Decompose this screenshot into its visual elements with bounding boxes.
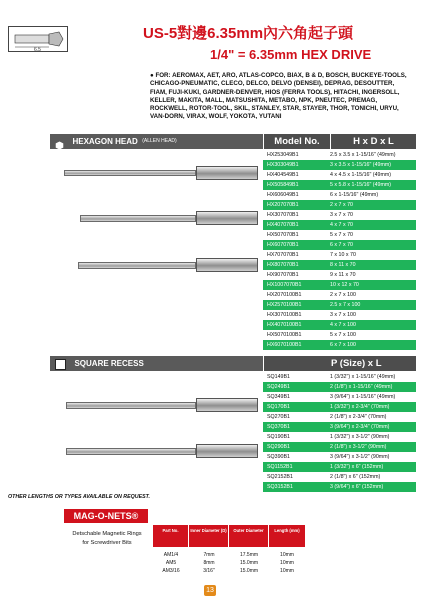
table-row [263, 412, 416, 422]
square-bit-image [66, 448, 196, 455]
mag-col-inner: Inner Diameter (D) [189, 525, 229, 547]
model-number: SQ190B1 [267, 434, 290, 440]
square-table [263, 372, 416, 492]
hex-bit-shank [196, 211, 258, 225]
col-header-hdl: H x D x L [330, 134, 416, 149]
model-number: HX404549B1 [267, 172, 299, 178]
hex-section-subtitle: (ALLEN HEAD) [142, 138, 177, 144]
mag-cell: 15.0mm [239, 568, 259, 574]
size-spec: 3 x 7 x 100 [330, 312, 356, 318]
size-spec: 2 (1/8") x 2-3/4" (70mm) [330, 414, 387, 420]
hex-section-title: HEXAGON HEAD [72, 137, 138, 146]
square-bit-shank [196, 398, 258, 412]
square-section-title: SQUARE RECESS [74, 359, 144, 368]
mag-col-outer: Outer Diameter [229, 525, 269, 547]
compatible-brands: ● FOR: AEROMAX, AET, ARO, ATLAS-COPCO, BIAX, B & D, BOSCH, BUCKEYE-TOOLS, CHICAGO-PNEUMATIC, CLECO, DELCO, DELVO (DENSEI), DEPRAG, DESOUTTER, FIAM, FUJI-KUKI, GARDNER-DENVER, HIOS (FERRA TOOLS), HITACHI, INGERSOLL, KELLER, MAKITA, MALL, MATSUSHITA, METABO, NPK, PNEUTEC, PREMAG, ROCKWELL, ROTOR-TOOL, SKIL, STANLEY, STAR, STAYER, THOR, TONICHI, URYU, VAN-DORN, VIRAX, WOLF, YOKOTA, YUTANI [150, 72, 407, 121]
size-spec: 7 x 10 x 70 [330, 252, 356, 258]
col-header-model: Model No. [263, 134, 330, 149]
model-number: HX253049B1 [267, 152, 299, 158]
table-row [263, 220, 416, 230]
dimension-label: 6.5 [34, 47, 41, 53]
table-row [263, 300, 416, 310]
model-number: SQ149B1 [267, 374, 290, 380]
model-number: SQ370B1 [267, 424, 290, 430]
size-spec: 9 x 11 x 70 [330, 272, 356, 278]
table-row [263, 190, 416, 200]
table-row [263, 392, 416, 402]
model-number: HX5070100B1 [267, 332, 302, 338]
magonets-subtitle [59, 530, 155, 548]
model-number: HX3070100B1 [267, 312, 302, 318]
model-number: HX307070B1 [267, 212, 299, 218]
table-row [263, 482, 416, 492]
table-row [263, 442, 416, 452]
table-row [263, 452, 416, 462]
model-number: HX1007070B1 [267, 282, 302, 288]
mag-cell: 3/16" [203, 568, 215, 574]
size-spec: 10 x 12 x 70 [330, 282, 359, 288]
table-row [263, 280, 416, 290]
table-row [263, 200, 416, 210]
size-spec: 1 (3/32") x 3-1/2" (90mm) [330, 434, 390, 440]
size-spec: 4 x 7 x 100 [330, 322, 356, 328]
square-bit-image [66, 402, 196, 409]
model-number: SQ2152B1 [267, 474, 293, 480]
model-number: HX607070B1 [267, 242, 299, 248]
model-number: HX6070100B1 [267, 342, 302, 348]
magonets-title: MAG-O-NETS® [64, 509, 148, 523]
table-row [263, 382, 416, 392]
size-spec: 2 (1/8") x 6" (152mm) [330, 474, 381, 480]
size-spec: 1 (3/32") x 2-3/4" (70mm) [330, 404, 390, 410]
model-number: HX907070B1 [267, 272, 299, 278]
table-row [263, 160, 416, 170]
size-spec: 3 (9/64") x 3-1/2" (90mm) [330, 454, 390, 460]
mag-cell: 7mm [203, 552, 215, 558]
size-spec: 2 x 7 x 100 [330, 292, 356, 298]
hex-bit-shank [196, 258, 258, 272]
size-spec: 4 x 4.5 x 1-15/16" (49mm) [330, 172, 392, 178]
model-number: HX606049B1 [267, 192, 299, 198]
model-number: HX4070100B1 [267, 322, 302, 328]
model-number: HX2570100B1 [267, 302, 302, 308]
model-number: HX707070B1 [267, 252, 299, 258]
model-number: HX2070100B1 [267, 292, 302, 298]
size-spec: 2 (1/8") x 1-15/16" (49mm) [330, 384, 393, 390]
mag-col-part: Part No. [153, 525, 189, 547]
hex-section-bar [50, 134, 263, 149]
size-spec: 3 (9/64") x 6" (152mm) [330, 484, 384, 490]
size-spec: 5 x 5.8 x 1-15/16" (49mm) [330, 182, 392, 188]
table-row [263, 250, 416, 260]
col-header-psize-label: P (Size) x L [331, 358, 382, 369]
table-row [263, 170, 416, 180]
mag-cell: AM3/16 [162, 568, 180, 574]
size-spec: 1 (3/32") x 1-15/16" (49mm) [330, 374, 396, 380]
hexagon-icon [55, 137, 64, 146]
size-spec: 3 x 7 x 70 [330, 212, 353, 218]
table-row [263, 310, 416, 320]
magonets-subtitle-line2: for Screwdriver Bits [82, 540, 132, 546]
magonets-subtitle-line1: Detschable Magnetic Rings [72, 531, 142, 537]
model-number: SQ3152B1 [267, 484, 293, 490]
size-spec: 8 x 11 x 70 [330, 262, 356, 268]
table-row [263, 472, 416, 482]
model-number: SQ390B1 [267, 454, 290, 460]
table-row [263, 230, 416, 240]
size-spec: 2 x 7 x 70 [330, 202, 353, 208]
table-row [263, 402, 416, 412]
size-spec: 4 x 7 x 70 [330, 222, 353, 228]
size-spec: 5 x 7 x 100 [330, 332, 356, 338]
model-number: SQ249B1 [267, 384, 290, 390]
size-spec: 6 x 7 x 100 [330, 342, 356, 348]
col-header-psize [263, 356, 416, 371]
table-row [263, 240, 416, 250]
page-number: 13 [204, 585, 216, 596]
model-number: SQ1152B1 [267, 464, 293, 470]
title-chinese: US-5對邊6.35mm內六角起子頭 [143, 25, 354, 42]
size-spec: 2.5 x 7 x 100 [330, 302, 361, 308]
table-row [263, 270, 416, 280]
availability-note: OTHER LENGTHS OR TYPES AVAILABLE ON REQUEST. [8, 494, 150, 500]
table-row [263, 422, 416, 432]
square-icon [55, 359, 66, 370]
table-row [263, 320, 416, 330]
hex-bit-shank [196, 166, 258, 180]
table-row [263, 462, 416, 472]
hex-bit-image [64, 170, 196, 176]
size-spec: 6 x 7 x 70 [330, 242, 353, 248]
mag-col-length: Length (mm) [269, 525, 305, 547]
square-section-bar [50, 356, 263, 371]
size-spec: 3 (9/64") x 1-15/16" (49mm) [330, 394, 396, 400]
hex-bit-image [78, 262, 196, 269]
mag-cell: AM5 [165, 560, 177, 566]
size-spec: 2 (1/8") x 3-1/2" (90mm) [330, 444, 387, 450]
table-row [263, 290, 416, 300]
title-english: 1/4" = 6.35mm HEX DRIVE [210, 47, 372, 62]
mag-cell: 10mm [280, 552, 294, 558]
table-row [263, 180, 416, 190]
mag-cell: 15.0mm [239, 560, 259, 566]
magonets-table [153, 525, 305, 575]
size-spec: 6 x 1-15/16" (49mm) [330, 192, 379, 198]
size-spec: 3 (9/64") x 2-3/4" (70mm) [330, 424, 390, 430]
table-row [263, 260, 416, 270]
model-number: SQ349B1 [267, 394, 290, 400]
table-row [263, 210, 416, 220]
model-number: SQ270B1 [267, 414, 290, 420]
table-row [263, 150, 416, 160]
mag-cell: 17.5mm [239, 552, 259, 558]
model-number: HX207070B1 [267, 202, 299, 208]
mag-cell: AM1/4 [163, 552, 179, 558]
model-number: HX505849B1 [267, 182, 299, 188]
model-number: HX407070B1 [267, 222, 299, 228]
size-spec: 2.5 x 3.5 x 1-15/16" (49mm) [330, 152, 396, 158]
square-bit-shank [196, 444, 258, 458]
table-row [263, 330, 416, 340]
model-number: SQ290B1 [267, 444, 290, 450]
size-spec: 5 x 7 x 70 [330, 232, 353, 238]
hex-bit-images [64, 150, 260, 346]
mag-cell: 10mm [280, 568, 294, 574]
size-spec: 1 (3/32") x 6" (152mm) [330, 464, 384, 470]
model-number: HX807070B1 [267, 262, 299, 268]
table-row [263, 372, 416, 382]
size-spec: 3 x 3.5 x 1-15/16" (49mm) [330, 162, 392, 168]
table-row [263, 432, 416, 442]
table-row [263, 340, 416, 350]
model-number: SQ170B1 [267, 404, 290, 410]
model-number: HX303049B1 [267, 162, 299, 168]
square-bit-images [64, 372, 260, 482]
model-number: HX507070B1 [267, 232, 299, 238]
mag-cell: 8mm [203, 560, 215, 566]
mag-cell: 10mm [280, 560, 294, 566]
hex-table [263, 150, 416, 350]
hex-bit-image [80, 215, 196, 222]
